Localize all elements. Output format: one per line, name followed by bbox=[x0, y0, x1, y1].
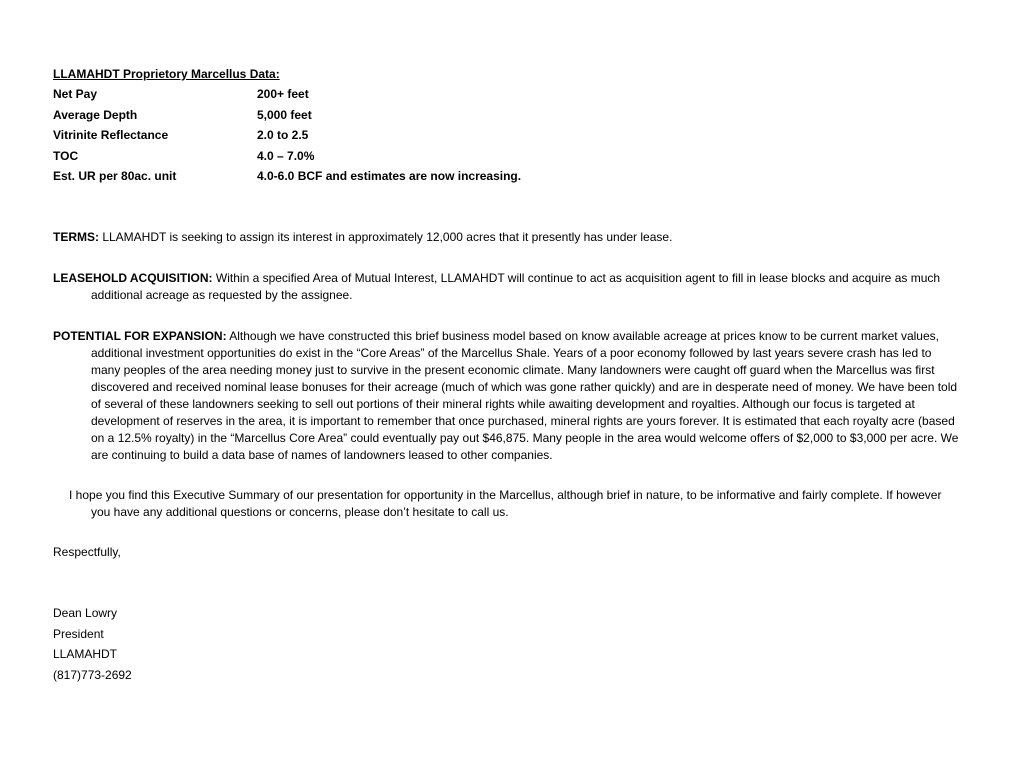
data-label: Net Pay bbox=[53, 87, 98, 101]
expansion-text: Although we have constructed this brief business model based on know available acreage at prices know to be current market values, additional investment opportunities do exist in the “Core Areas” of the Marcellus Shale. Years of a poor economy followed by last years severe crash has led to many peoples of the area needing money just to survive in the present economic climate. Many landowners were caught off guard when the Marcellus was first discovered and received nominal lease bonuses for their acreage (much of which was gone rather quickly) and are in desperate need of money. We have been told of several of these landowners seeking to sell out portions of their mineral rights while awaiting development and royalties. Although our focus is targeted at development of reserves in the area, it is important to remember that once purchased, mineral rights are yours forever. It is estimated that each royalty acre (based on a 12.5% royalty) in the “Marcellus Core Area” could eventually pay out $46,875. Many people in the area would welcome offers of $2,000 to $3,000 per acre. We are continuing to build a data base of names of landowners leased to other companies. bbox=[91, 328, 959, 462]
data-value: 200+ feet bbox=[257, 87, 309, 101]
terms-paragraph bbox=[53, 229, 963, 246]
signer-company: LLAMAHDT bbox=[53, 647, 118, 661]
data-row-vitrinite-reflectance bbox=[53, 127, 963, 148]
data-value: 4.0 – 7.0% bbox=[257, 148, 315, 163]
data-label: Average Depth bbox=[53, 107, 138, 122]
signer-title: President bbox=[53, 626, 104, 641]
expansion-lead: POTENTIAL FOR EXPANSION: bbox=[53, 328, 227, 343]
document-page bbox=[53, 66, 963, 687]
terms-text: LLAMAHDT is seeking to assign its interest in approximately 12,000 acres that it presently has under lease. bbox=[99, 229, 673, 244]
data-row-toc bbox=[53, 148, 963, 169]
data-table bbox=[53, 86, 963, 189]
leasehold-text: Within a specified Area of Mutual Interest, LLAMAHDT will continue to act as acquisition agent to fill in lease blocks and acquire as much additional acreage as requested by the assignee. bbox=[91, 270, 941, 302]
terms-lead: TERMS: bbox=[53, 229, 99, 244]
leasehold-lead: LEASEHOLD ACQUISITION: bbox=[53, 270, 213, 285]
leasehold-paragraph bbox=[53, 270, 963, 304]
data-row-est-ur bbox=[53, 168, 963, 189]
signer-phone: (817)773-2692 bbox=[53, 667, 132, 682]
data-value: 4.0-6.0 BCF and estimates are now increasing. bbox=[257, 169, 522, 183]
data-label: TOC bbox=[53, 148, 79, 163]
data-value: 5,000 feet bbox=[257, 107, 312, 122]
data-value: 2.0 to 2.5 bbox=[257, 128, 309, 142]
data-row-average-depth bbox=[53, 107, 963, 128]
data-label: Vitrinite Reflectance bbox=[53, 128, 169, 142]
signer-name: Dean Lowry bbox=[53, 606, 118, 620]
expansion-paragraph bbox=[53, 328, 963, 464]
salutation: Respectfully, bbox=[53, 544, 121, 559]
closing-paragraph: I hope you find this Executive Summary of our presentation for opportunity in the Marcellus, although brief in nature, to be informative and fairly complete. If however you have any additional questions or concerns, please don’t hesitate to call us. bbox=[69, 487, 942, 519]
data-section-title: LLAMAHDT Proprietory Marcellus Data: bbox=[53, 67, 280, 81]
data-row-net-pay bbox=[53, 86, 963, 107]
data-label: Est. UR per 80ac. unit bbox=[53, 169, 177, 183]
